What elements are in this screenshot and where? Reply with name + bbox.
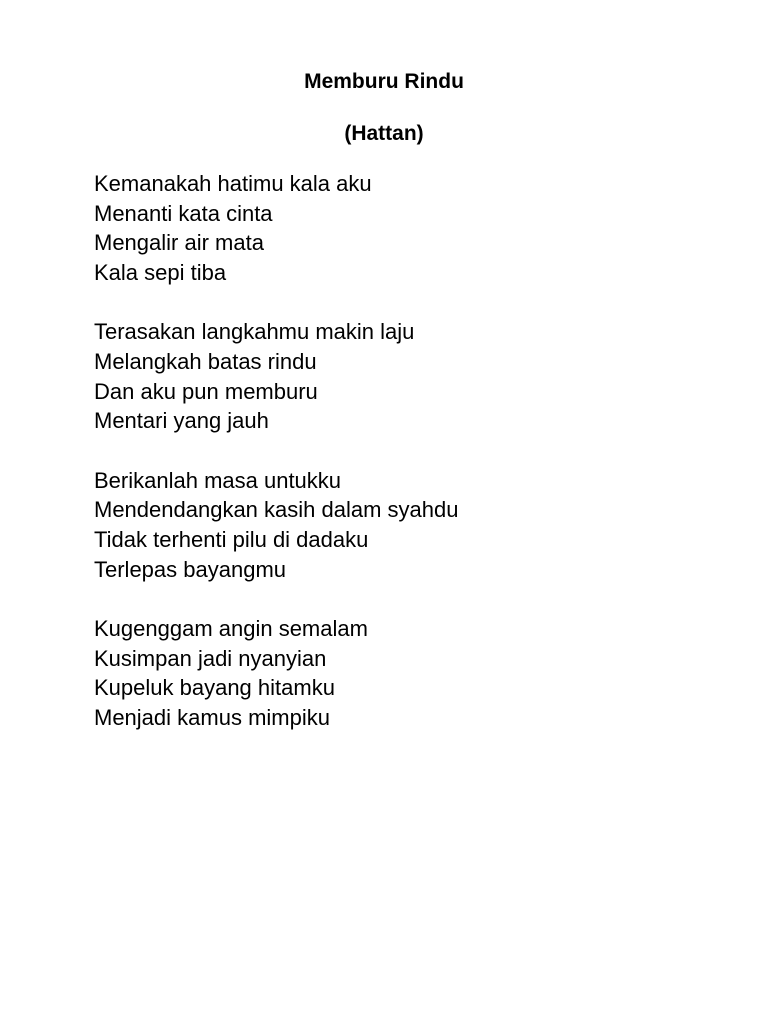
stanza-3 <box>94 466 714 585</box>
stanza-4 <box>94 614 714 733</box>
lyric-line: Kugenggam angin semalam <box>94 615 368 641</box>
lyric-line: Mengalir air mata <box>94 230 264 256</box>
stanza-1 <box>94 169 714 288</box>
lyrics-body <box>94 169 714 762</box>
lyric-line: Terasakan langkahmu makin laju <box>94 319 415 345</box>
lyric-line: Mendendangkan kasih dalam syahdu <box>94 497 459 523</box>
lyric-line: Tidak terhenti pilu di dadaku <box>94 527 369 553</box>
lyric-line: Berikanlah masa untukku <box>94 467 342 493</box>
lyric-line: Menjadi kamus mimpiku <box>94 705 330 731</box>
song-artist: (Hattan) <box>344 122 424 145</box>
lyric-line: Menanti kata cinta <box>94 200 273 226</box>
lyric-line: Kusimpan jadi nyanyian <box>94 645 327 671</box>
lyric-line: Kemanakah hatimu kala aku <box>94 171 372 196</box>
lyric-line: Terlepas bayangmu <box>94 556 287 582</box>
lyric-line: Melangkah batas rindu <box>94 349 317 375</box>
lyric-line: Mentari yang jauh <box>94 408 269 434</box>
lyric-line: Kala sepi tiba <box>94 260 227 286</box>
stanza-2 <box>94 317 714 436</box>
lyric-line: Kupeluk bayang hitamku <box>94 675 335 701</box>
song-title: Memburu Rindu <box>304 70 464 93</box>
lyric-line: Dan aku pun memburu <box>94 378 318 404</box>
